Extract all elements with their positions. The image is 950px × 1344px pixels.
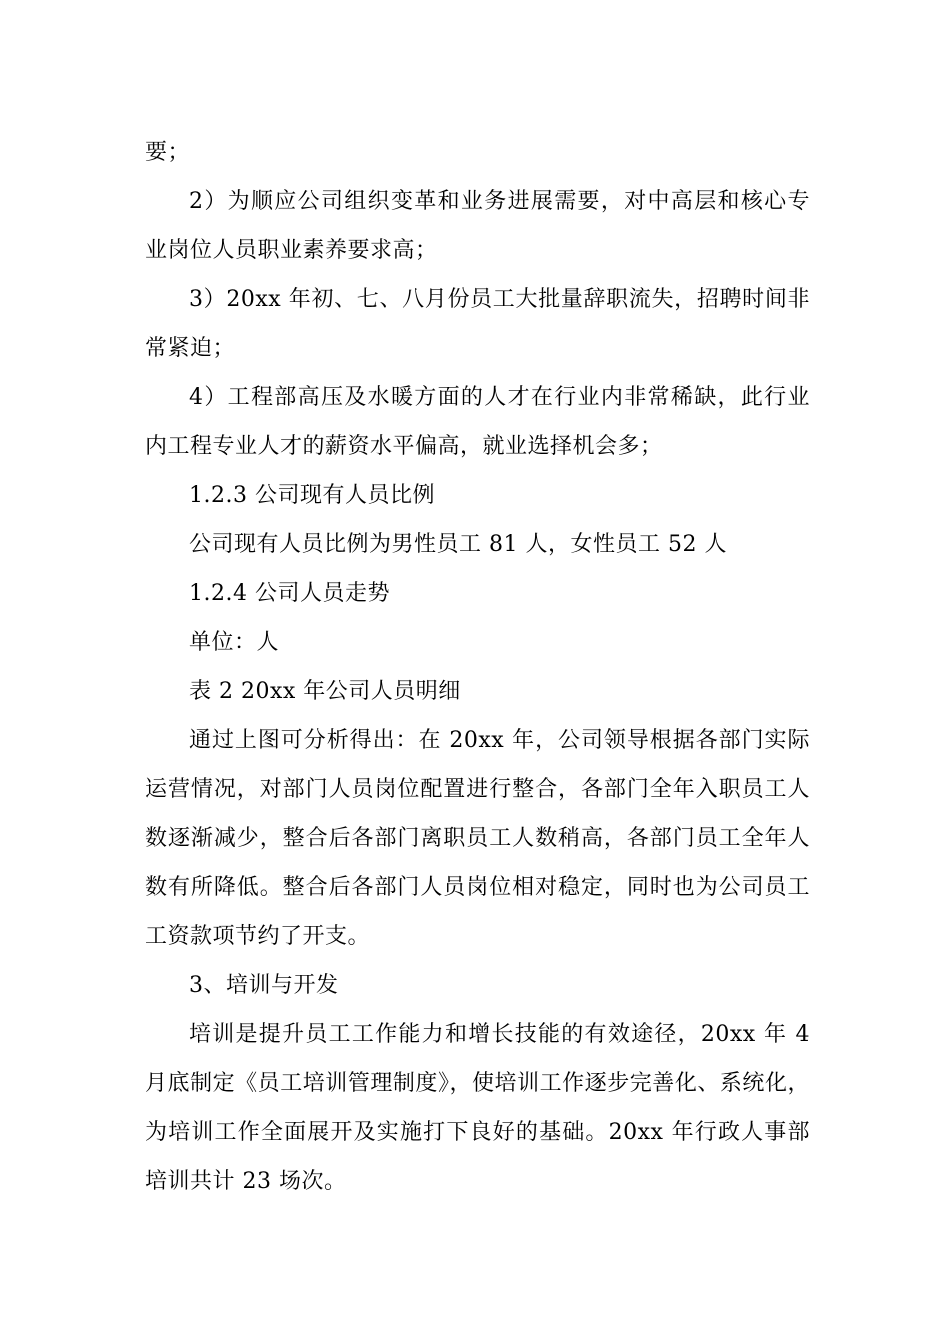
paragraph-analysis: 通过上图可分析得出：在 20xx 年，公司领导根据各部门实际运营情况，对部门人员岗位配置进行整合，各部门全年入职员工人数逐渐减少，整合后各部门离职员工人数稍高，各部门员工全年人数有所降低。整合后各部门人员岗位相对稳定，同时也为公司员工工资款项节约了开支。 — [145, 728, 810, 949]
document-body — [145, 128, 810, 1206]
paragraph-staff-ratio: 公司现有人员比例为男性员工 81 人，女性员工 52 人 — [189, 532, 727, 557]
section-heading-1-2-3: 1.2.3 公司现有人员比例 — [189, 483, 435, 508]
paragraph-training: 培训是提升员工工作能力和增长技能的有效途径，20xx 年 4 月底制定《员工培训管理制度》，使培训工作逐步完善化、系统化，为培训工作全面展开及实施打下良好的基础。20xx 年行政人事部培训共计 23 场次。 — [145, 1022, 810, 1194]
paragraph-item-4: 4）工程部高压及水暖方面的人才在行业内非常稀缺，此行业内工程专业人才的薪资水平偏高，就业选择机会多； — [145, 385, 810, 459]
paragraph-item-3: 3）20xx 年初、七、八月份员工大批量辞职流失，招聘时间非常紧迫； — [145, 287, 810, 361]
unit-label: 单位：人 — [189, 630, 280, 655]
section-heading-1-2-4: 1.2.4 公司人员走势 — [189, 581, 390, 606]
paragraph-item-2: 2）为顺应公司组织变革和业务进展需要，对中高层和核心专业岗位人员职业素养要求高； — [145, 189, 810, 263]
paragraph-continuation: 要； — [145, 140, 191, 165]
table-caption: 表 2 20xx 年公司人员明细 — [189, 679, 461, 704]
section-heading-training: 3、培训与开发 — [189, 973, 339, 998]
